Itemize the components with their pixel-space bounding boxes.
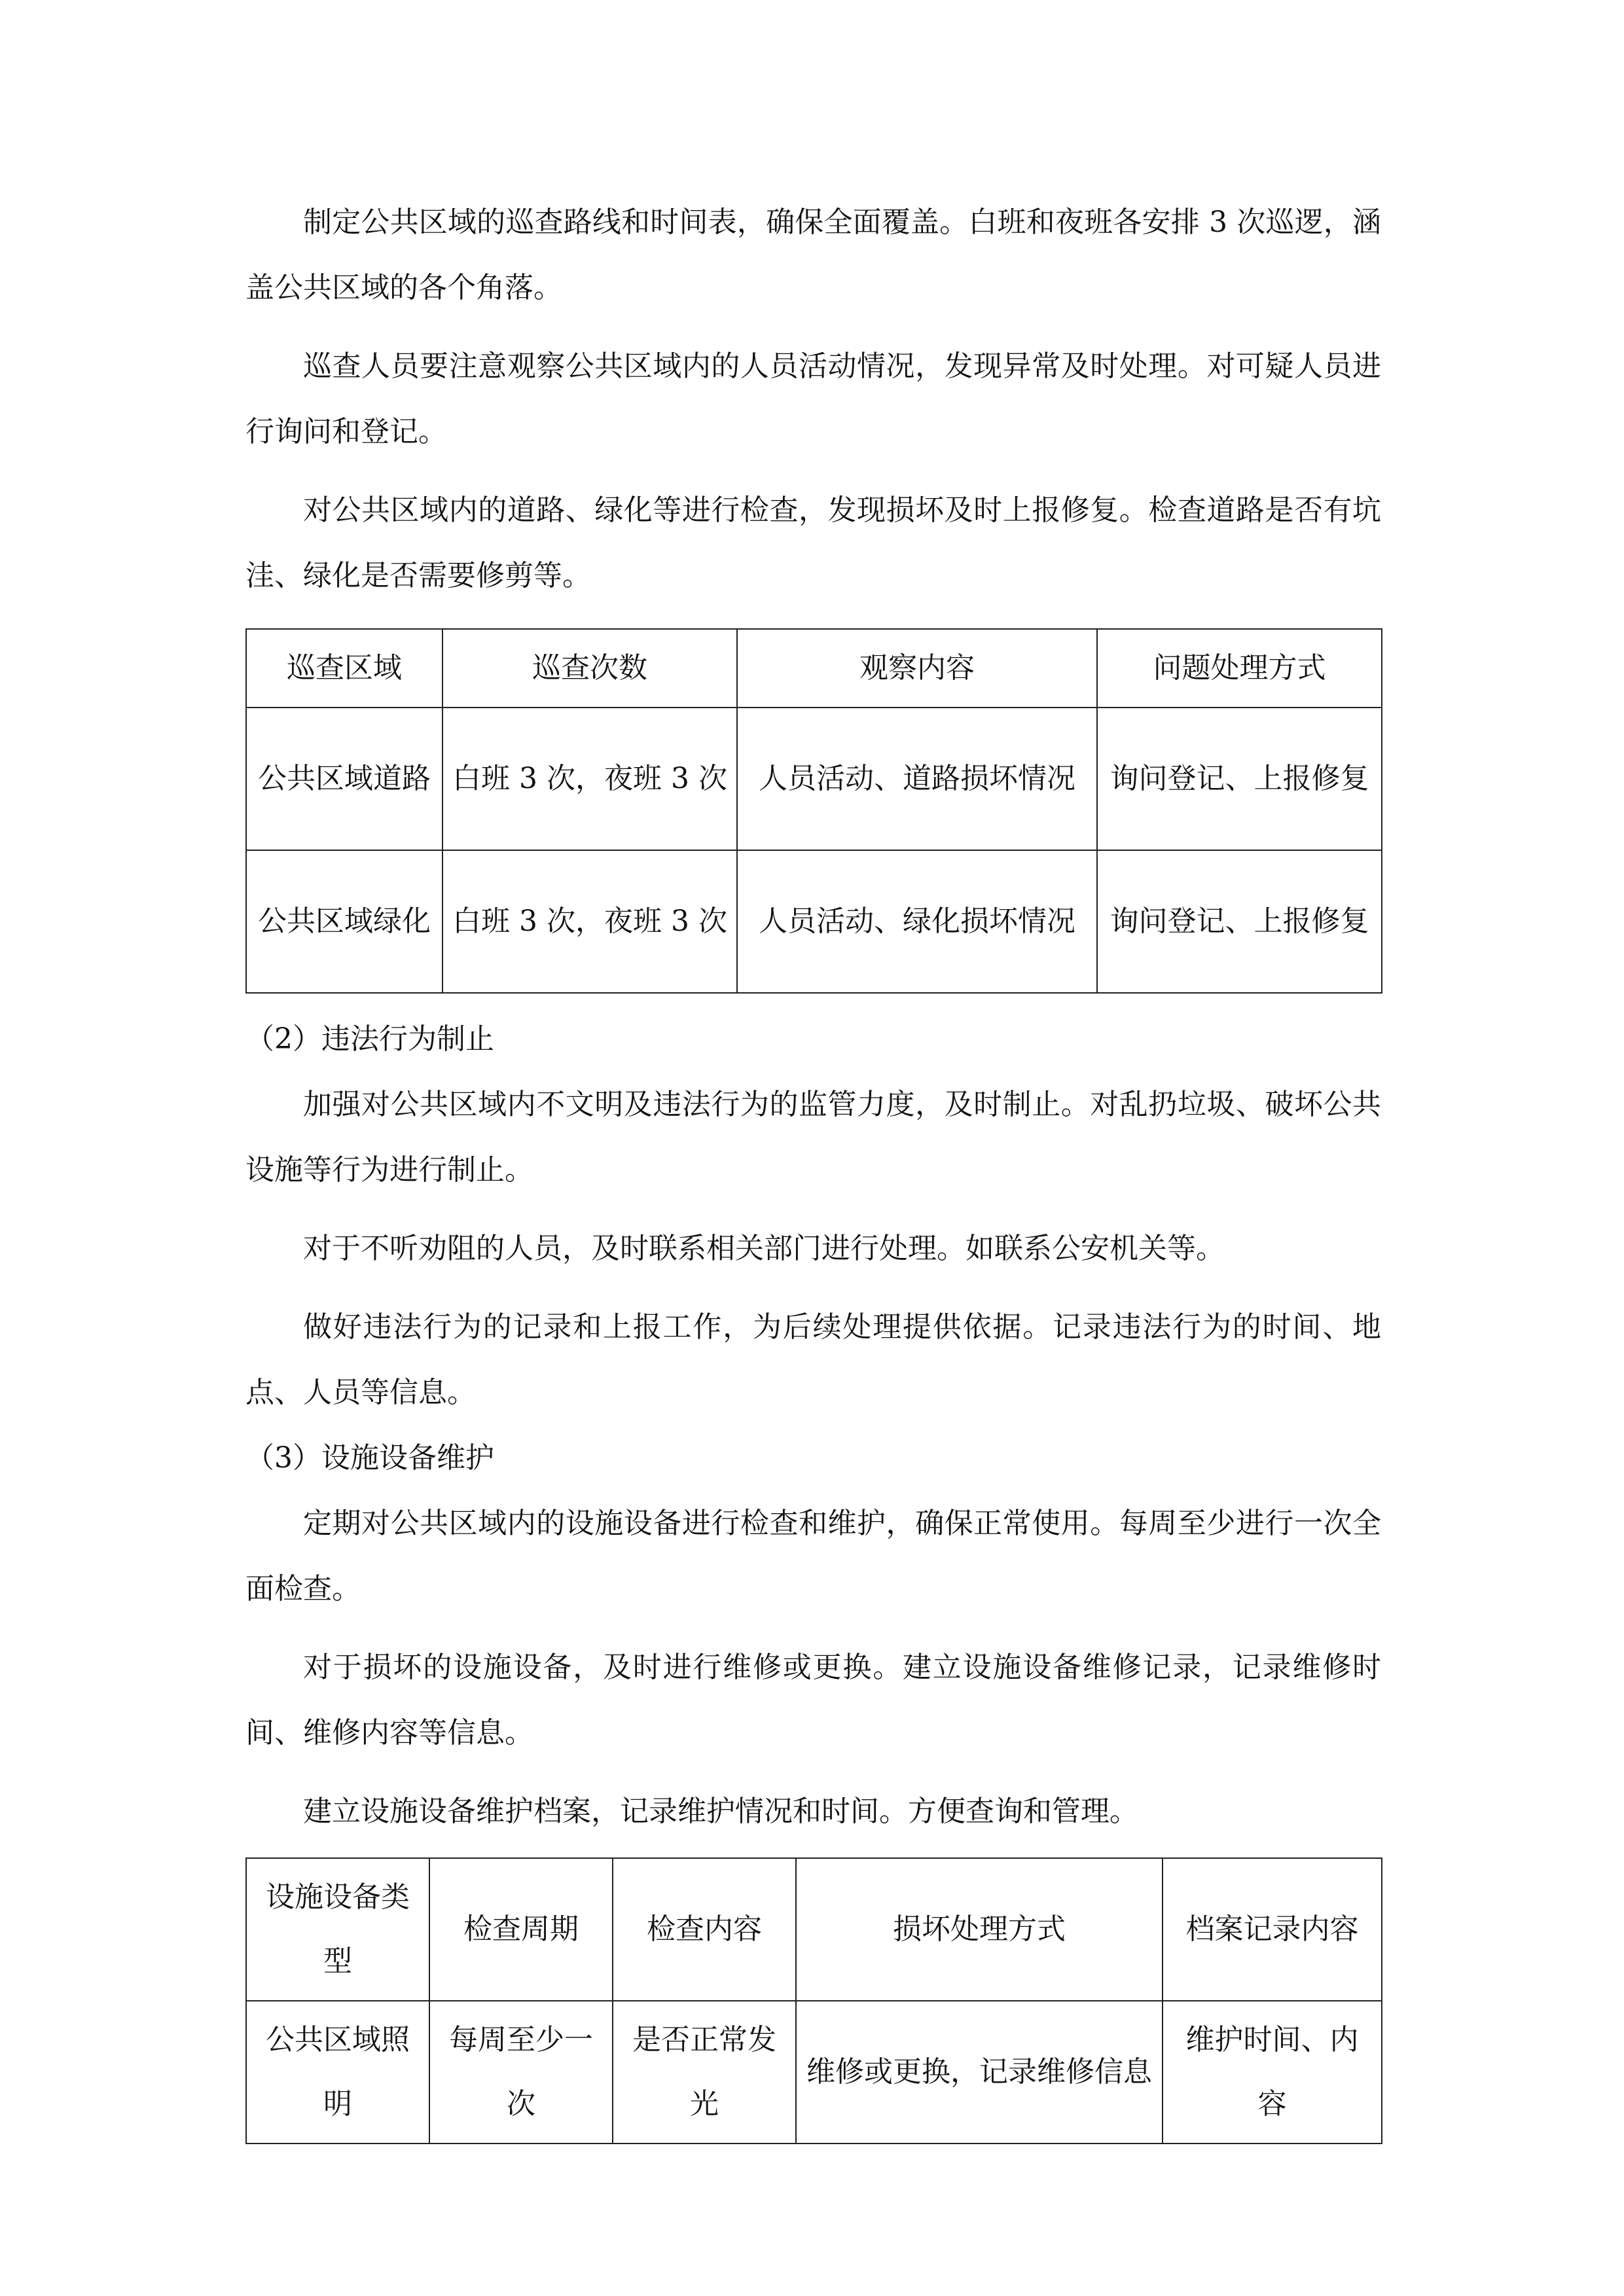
table-cell: 每周至少一次 <box>429 2001 613 2144</box>
paragraph: 对于不听劝阻的人员，及时联系相关部门进行处理。如联系公安机关等。 <box>303 1232 1225 1265</box>
table-header-cell: 检查周期 <box>429 1858 613 2001</box>
table-header-cell: 巡查区域 <box>246 629 442 708</box>
table-row <box>246 708 1382 850</box>
table-cell: 人员活动、道路损坏情况 <box>737 708 1097 850</box>
paragraph: 加强对公共区域内不文明及违法行为的监管力度，及时制止。对乱扔垃圾、破坏公共设施等行为进行制止。 <box>245 1088 1381 1187</box>
table-header-cell: 问题处理方式 <box>1097 629 1382 708</box>
table-cell: 询问登记、上报修复 <box>1097 850 1382 993</box>
facility-table <box>245 1857 1382 2144</box>
table-cell: 询问登记、上报修复 <box>1097 708 1382 850</box>
table-cell: 维修或更换，记录维修信息 <box>796 2001 1163 2144</box>
document-page <box>245 190 1381 2144</box>
table-header-row <box>246 629 1382 708</box>
section-heading: （2）违法行为制止 <box>245 1022 494 1056</box>
paragraph: 制定公共区域的巡查路线和时间表，确保全面覆盖。白班和夜班各安排 3 次巡逻，涵盖公共区域的各个角落。 <box>245 206 1381 304</box>
table-cell: 是否正常发光 <box>613 2001 796 2144</box>
patrol-table <box>245 628 1382 994</box>
table-cell: 白班 3 次，夜班 3 次 <box>442 708 737 850</box>
table-header-row <box>246 1858 1382 2001</box>
table-header-cell: 档案记录内容 <box>1163 1858 1382 2001</box>
paragraph: 做好违法行为的记录和上报工作，为后续处理提供依据。记录违法行为的时间、地点、人员等信息。 <box>245 1310 1381 1409</box>
table-header-cell: 巡查次数 <box>442 629 737 708</box>
table-cell: 白班 3 次，夜班 3 次 <box>442 850 737 993</box>
section-heading: （3）设施设备维护 <box>245 1441 494 1475</box>
paragraph: 建立设施设备维护档案，记录维护情况和时间。方便查询和管理。 <box>303 1795 1138 1828</box>
table-cell: 公共区域道路 <box>246 708 442 850</box>
paragraph: 定期对公共区域内的设施设备进行检查和维护，确保正常使用。每周至少进行一次全面检查。 <box>245 1507 1381 1605</box>
table-header-cell: 观察内容 <box>737 629 1097 708</box>
table-row <box>246 850 1382 993</box>
paragraph: 对公共区域内的道路、绿化等进行检查，发现损坏及时上报修复。检查道路是否有坑洼、绿化是否需要修剪等。 <box>245 493 1381 592</box>
table-header-cell: 检查内容 <box>613 1858 796 2001</box>
paragraph: 对于损坏的设施设备，及时进行维修或更换。建立设施设备维修记录，记录维修时间、维修内容等信息。 <box>245 1651 1381 1749</box>
table-cell: 维护时间、内容 <box>1163 2001 1382 2144</box>
table-cell: 公共区域绿化 <box>246 850 442 993</box>
table-cell: 人员活动、绿化损坏情况 <box>737 850 1097 993</box>
paragraph: 巡查人员要注意观察公共区域内的人员活动情况，发现异常及时处理。对可疑人员进行询问和登记。 <box>245 350 1381 448</box>
table-header-cell: 损坏处理方式 <box>796 1858 1163 2001</box>
table-header-cell: 设施设备类型 <box>246 1858 429 2001</box>
table-cell: 公共区域照明 <box>246 2001 429 2144</box>
table-row <box>246 2001 1382 2144</box>
